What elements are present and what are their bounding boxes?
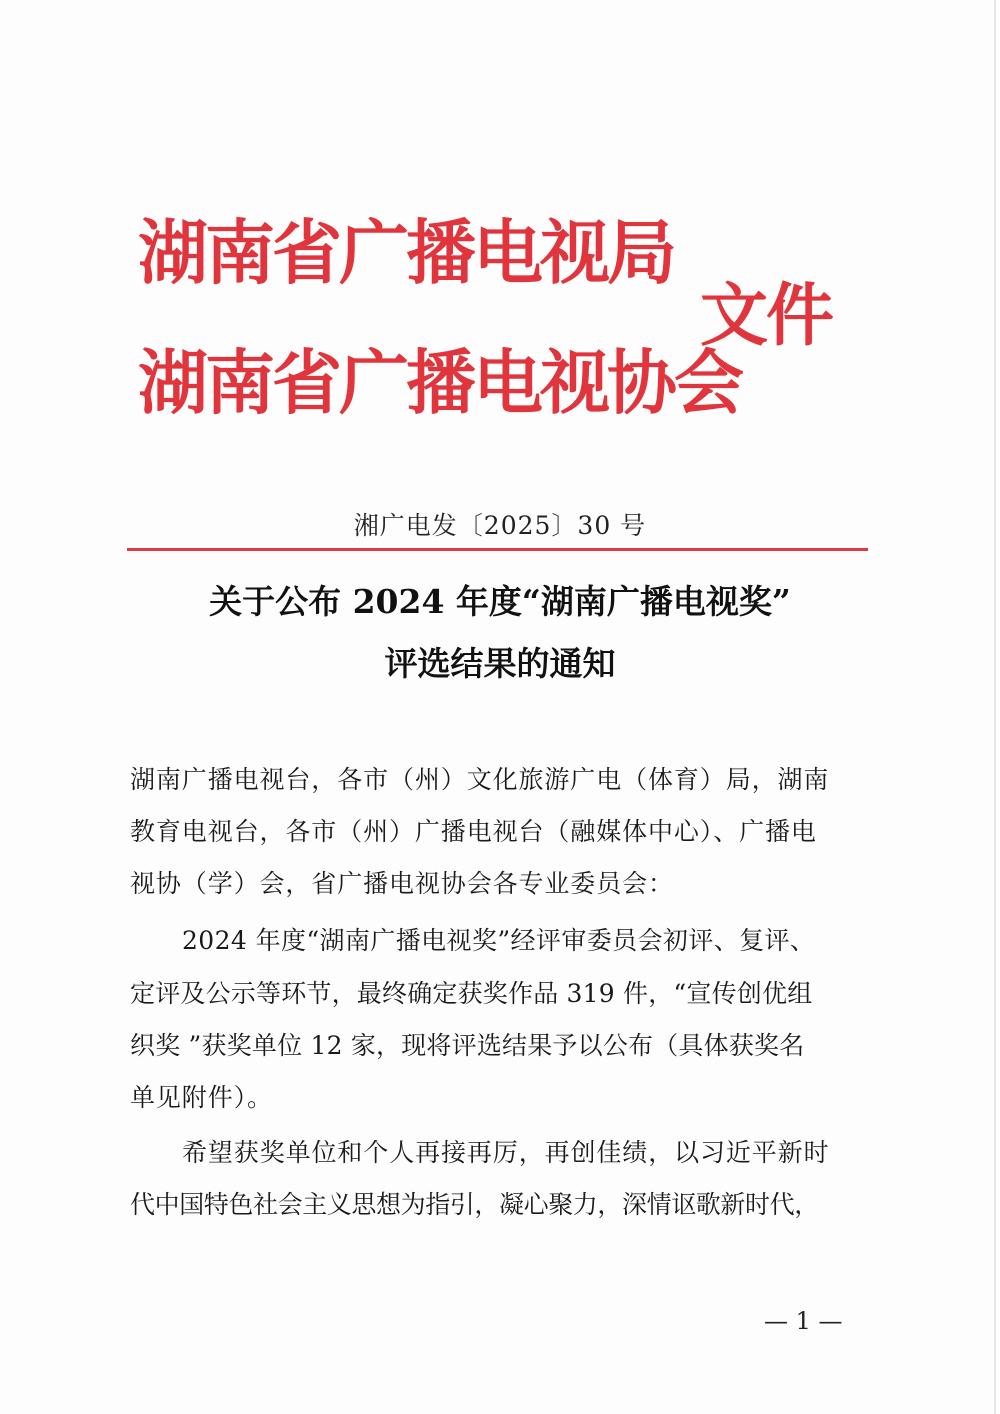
page-number: — 1 — <box>764 1307 843 1335</box>
issuing-org-1: 湖南省广播电视局 <box>138 212 674 294</box>
notice-title-line-1: 关于公布 2024 年度“湖南广播电视奖” <box>209 582 791 621</box>
document-header <box>138 208 858 438</box>
scan-edge <box>994 0 996 1414</box>
body-line-recipients-3: 视协（学）会，省广播电视协会各专业委员会： <box>130 869 674 898</box>
document-type-label: 文件 <box>700 277 833 356</box>
body-line-paragraph-1a: 2024 年度“湖南广播电视奖”经评审委员会初评、复评、 <box>182 926 816 955</box>
body-line-paragraph-1d: 单见附件）。 <box>130 1083 273 1112</box>
notice-title-line-2: 评选结果的通知 <box>384 644 616 683</box>
body-line-paragraph-1c: 织奖 ”获奖单位 12 家，现将评选结果予以公布（具体获奖名 <box>130 1031 805 1060</box>
body-line-paragraph-2b: 代中国特色社会主义思想为指引，凝心聚力，深情讴歌新时代， <box>130 1190 819 1219</box>
body-line-recipients-2: 教育电视台，各市（州）广播电视台（融媒体中心）、广播电 <box>130 817 817 846</box>
body-line-recipients-1: 湖南广播电视台，各市（州）文化旅游广电（体育）局，湖南 <box>130 765 830 794</box>
issuing-org-2: 湖南省广播电视协会 <box>138 342 741 424</box>
body-line-paragraph-1b: 定评及公示等环节，最终确定获奖作品 319 件，“宣传创优组 <box>130 979 813 1008</box>
header-red-rule <box>127 548 868 551</box>
document-number: 湘广电发〔2025〕30 号 <box>353 511 647 540</box>
body-line-paragraph-2a: 希望获奖单位和个人再接再厉，再创佳绩，以习近平新时 <box>182 1138 830 1167</box>
